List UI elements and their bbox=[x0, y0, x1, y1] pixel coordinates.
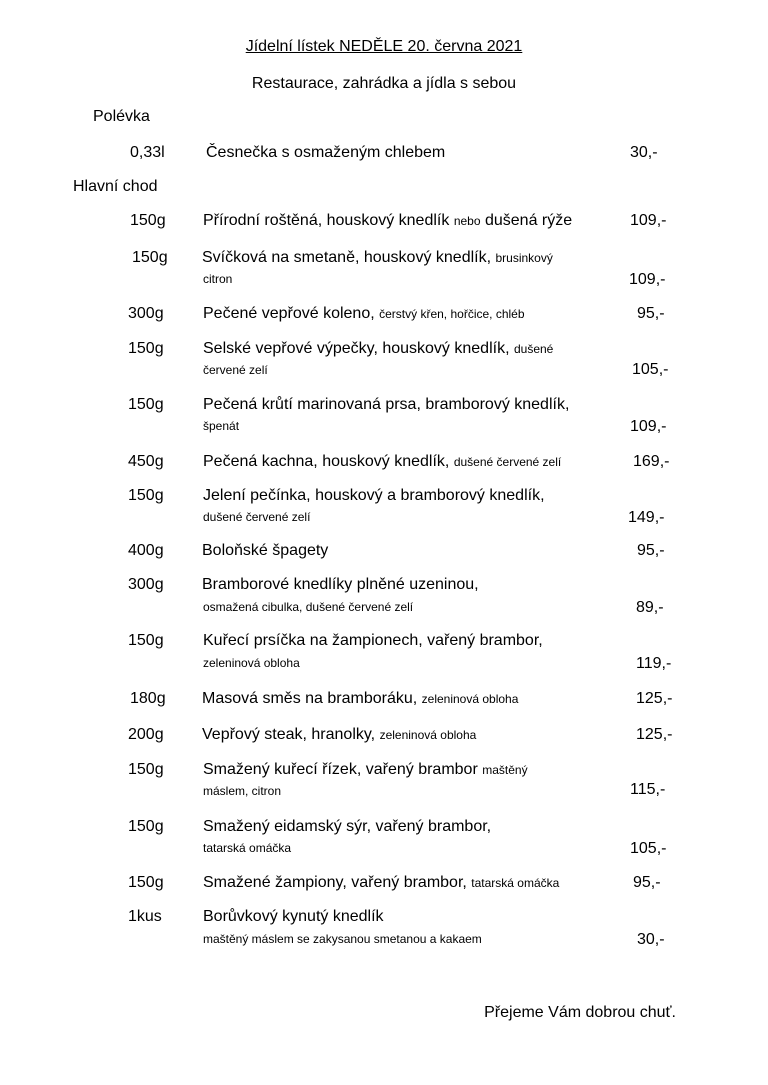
item-inline-note: brusinkový bbox=[495, 251, 553, 265]
item-quantity: 300g bbox=[128, 305, 164, 322]
item-inline-note: čerstvý křen, hořčice, chléb bbox=[379, 307, 525, 321]
item-inline-note: nebo bbox=[453, 214, 481, 228]
item-name-continued: dušená rýže bbox=[484, 212, 573, 229]
item-name-text: Pečená kachna, houskový knedlík, bbox=[203, 453, 450, 470]
item-inline-note: maštěný bbox=[482, 763, 528, 777]
item-name-text: Vepřový steak, hranolky, bbox=[202, 726, 376, 743]
item-inline-note: zeleninová obloha bbox=[379, 728, 477, 742]
item-price: 149,- bbox=[628, 509, 665, 526]
item-name-text: Smažený eidamský sýr, vařený brambor, bbox=[203, 818, 492, 835]
item-note: dušené červené zelí bbox=[203, 510, 311, 524]
item-quantity: 1kus bbox=[128, 908, 162, 925]
item-quantity: 180g bbox=[130, 690, 166, 707]
item-name bbox=[202, 690, 518, 708]
item-note: zeleninová obloha bbox=[203, 656, 300, 670]
item-name-text: Svíčková na smetaně, houskový knedlík, bbox=[202, 249, 492, 266]
section-heading-main: Hlavní chod bbox=[73, 178, 158, 195]
item-name bbox=[203, 212, 572, 230]
item-name bbox=[203, 874, 559, 892]
item-quantity: 200g bbox=[128, 726, 164, 743]
item-quantity: 150g bbox=[132, 249, 168, 266]
item-price: 109,- bbox=[630, 212, 667, 229]
item-price: 125,- bbox=[636, 690, 673, 707]
item-quantity: 150g bbox=[128, 340, 164, 357]
item-quantity: 150g bbox=[128, 761, 164, 778]
item-name bbox=[203, 340, 553, 358]
item-name bbox=[203, 761, 528, 779]
item-price: 119,- bbox=[636, 655, 672, 672]
item-name-text: Pečené vepřové koleno, bbox=[203, 305, 375, 322]
item-inline-note: dušené bbox=[513, 342, 554, 356]
item-name-text: Boloňské špagety bbox=[202, 542, 329, 559]
closing-wish: Přejeme Vám dobrou chuť. bbox=[484, 1004, 676, 1021]
item-price: 125,- bbox=[636, 726, 673, 743]
item-name bbox=[202, 726, 476, 744]
item-name bbox=[203, 305, 525, 323]
item-name bbox=[203, 632, 543, 650]
item-quantity: 150g bbox=[128, 487, 164, 504]
item-name-text: Selské vepřové výpečky, houskový knedlík, bbox=[203, 340, 510, 357]
item-price: 30,- bbox=[637, 931, 665, 948]
item-name bbox=[203, 818, 491, 836]
item-note: tatarská omáčka bbox=[203, 841, 292, 855]
item-name-text: Smažený kuřecí řízek, vařený brambor bbox=[203, 761, 478, 778]
item-name-text: Jelení pečínka, houskový a bramborový knedlík, bbox=[203, 487, 545, 504]
soup-price: 30,- bbox=[630, 144, 658, 161]
item-name-text: Masová směs na bramboráku, bbox=[202, 690, 418, 707]
item-note: máslem, citron bbox=[203, 784, 282, 798]
section-heading-soup: Polévka bbox=[93, 108, 150, 125]
item-name-text: Bramborové knedlíky plněné uzeninou, bbox=[202, 576, 479, 593]
menu-title: Jídelní lístek NEDĚLE 20. června 2021 bbox=[245, 38, 523, 55]
item-quantity: 150g bbox=[128, 396, 164, 413]
item-note: maštěný máslem se zakysanou smetanou a kakaem bbox=[203, 932, 482, 946]
item-quantity: 150g bbox=[128, 632, 164, 649]
item-name bbox=[203, 396, 569, 414]
item-quantity: 300g bbox=[128, 576, 164, 593]
item-inline-note: tatarská omáčka bbox=[471, 876, 560, 890]
item-price: 109,- bbox=[630, 418, 667, 435]
menu-subtitle: Restaurace, zahrádka a jídla s sebou bbox=[251, 75, 517, 92]
item-note: červené zelí bbox=[203, 363, 268, 377]
item-quantity: 150g bbox=[128, 818, 164, 835]
item-name-text: Smažené žampiony, vařený brambor, bbox=[203, 874, 467, 891]
item-note: citron bbox=[203, 272, 233, 286]
item-price: 105,- bbox=[632, 361, 669, 378]
item-name bbox=[203, 908, 384, 926]
item-quantity: 450g bbox=[128, 453, 164, 470]
item-note: špenát bbox=[203, 419, 240, 433]
item-name-text: Pečená krůtí marinovaná prsa, bramborový knedlík, bbox=[203, 396, 570, 413]
item-price: 105,- bbox=[630, 840, 667, 857]
item-price: 109,- bbox=[629, 271, 666, 288]
item-quantity: 150g bbox=[128, 874, 164, 891]
item-name bbox=[203, 453, 561, 471]
item-quantity: 400g bbox=[128, 542, 164, 559]
item-price: 95,- bbox=[637, 305, 665, 322]
item-name bbox=[202, 249, 553, 267]
item-price: 115,- bbox=[630, 781, 666, 798]
item-name-text: Borůvkový kynutý knedlík bbox=[203, 908, 384, 925]
item-quantity: 150g bbox=[130, 212, 166, 229]
item-name bbox=[202, 542, 328, 560]
item-note: osmažená cibulka, dušené červené zelí bbox=[203, 600, 414, 614]
soup-quantity: 0,33l bbox=[130, 144, 165, 161]
soup-name: Česnečka s osmaženým chlebem bbox=[206, 144, 446, 161]
item-name-text: Kuřecí prsíčka na žampionech, vařený brambor, bbox=[203, 632, 543, 649]
item-price: 95,- bbox=[633, 874, 661, 891]
item-inline-note: dušené červené zelí bbox=[453, 455, 562, 469]
item-price: 169,- bbox=[633, 453, 670, 470]
item-price: 95,- bbox=[637, 542, 665, 559]
item-name bbox=[203, 487, 545, 505]
item-price: 89,- bbox=[636, 599, 664, 616]
item-name bbox=[202, 576, 479, 594]
item-name-text: Přírodní roštěná, houskový knedlík bbox=[203, 212, 450, 229]
item-inline-note: zeleninová obloha bbox=[421, 692, 519, 706]
